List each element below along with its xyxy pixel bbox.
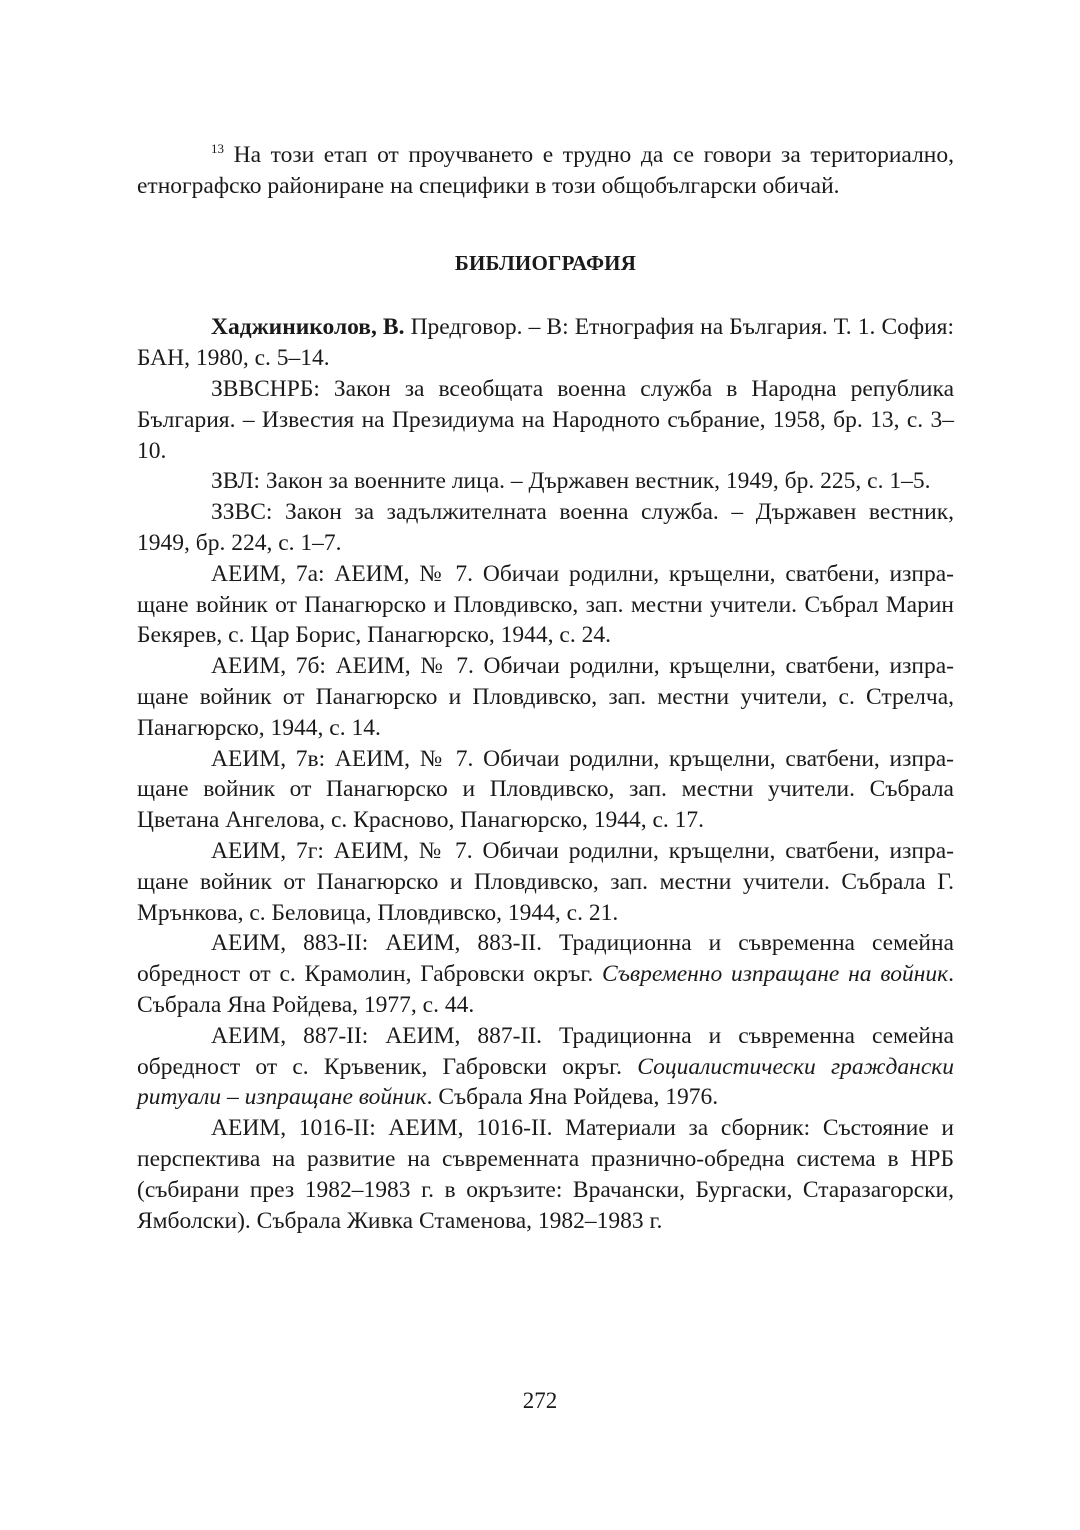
bibliography-entry [137, 928, 954, 1020]
page-body [137, 140, 954, 1236]
bibliography-entry: АЕИМ, 7в: АЕИМ, № 7. Обичаи родилни, кръщелни, сватбени, изпращане войник от Панагюрско и Пловдивско, зап. местни учители. Събрала Цветана Ангелова, с. Красново, Панагюрско, 1944, с. 17. [137, 745, 954, 834]
bibliography-entry: АЕИМ, 1016-II: АЕИМ, 1016-II. Материали за сборник: Състояние и перспектива на развитие на съвременната празнично-обредна система в НРБ (събирани през 1982–1983 г. в окръзите: Врачански, Бургаски, Старазагорски, Ямболски). Събрала Живка Стаменова, 1982–1983 г. [137, 1115, 954, 1234]
bibliography-list [137, 312, 954, 1236]
footnote-marker: 13 [211, 141, 224, 156]
entry-text: АЕИМ, 883-II: АЕИМ, 883-II. Традиционна и съвременна семейна обредност от с. Крамолин, Габровски окръг. [137, 930, 954, 988]
bibliography-entry: ЗВЛ: Закон за военните лица. – Държавен вестник, 1949, бр. 225, с. 1–5. [211, 468, 931, 495]
entry-text: Предговор. – В: Етнография на България. Т. 1. София: БАН, 1980, с. 5–14. [137, 314, 955, 372]
footnote [137, 140, 954, 202]
entry-title-italic: Социалистически граждански ритуали – изпращане войник [137, 1053, 954, 1111]
bibliography-entry: АЕИМ, 7г: АЕИМ, № 7. Обичаи родилни, кръщелни, сватбени, изпращане войник от Панагюрско и Пловдивско, зап. местни учители. Събрала Г. Мрънкова, с. Беловица, Пловдивско, 1944, с. 21. [137, 837, 954, 926]
bibliography-entry [137, 312, 954, 374]
entry-text-after: . Събрала Яна Ройдева, 1977, с. 44. [137, 961, 954, 1018]
bibliography-entry: ЗЗВС: Закон за задължителната военна служба. – Държавен вестник, 1949, бр. 224, с. 1–7. [137, 499, 954, 556]
bibliography-entry: АЕИМ, 7а: АЕИМ, № 7. Обичаи родилни, кръщелни, сватбени, изпращане войник от Панагюрско и Пловдивско, зап. местни учители. Събрал Марин Бекярев, с. Цар Борис, Панагюрско, 1944, с. 24. [137, 560, 954, 649]
entry-text: АЕИМ, 887-II: АЕИМ, 887-II. Традиционна и съвременна семейна обредност от с. Кръвеник, Габровски окръг. [137, 1022, 954, 1080]
bibliography-entry [137, 1021, 954, 1113]
page-number: 272 [522, 1388, 558, 1413]
bibliography-entry: ЗВВСНРБ: Закон за всеобщата военна служба в Народна република България. – Известия на Президиума на Народното събрание, 1958, бр. 13, с. 3–10. [137, 375, 954, 464]
bibliography-entry: АЕИМ, 7б: АЕИМ, № 7. Обичаи родилни, кръщелни, сватбени, изпращане войник от Панагюрско и Пловдивско, зап. местни учители, с. Стрелча, Панагюрско, 1944, с. 14. [137, 653, 954, 741]
entry-text-after: . Събрала Яна Ройдева, 1976. [426, 1084, 719, 1111]
section-heading: БИБЛИОГРАФИЯ [454, 250, 637, 275]
entry-title-italic: Съвременно изпращане на войник [602, 961, 949, 988]
footnote-text: На този етап от проучването е трудно да се говори за териториално, етнографско райониране на специфики в този общобългарски обичай. [137, 142, 955, 199]
entry-author: Хаджиниколов, В. [211, 314, 405, 341]
